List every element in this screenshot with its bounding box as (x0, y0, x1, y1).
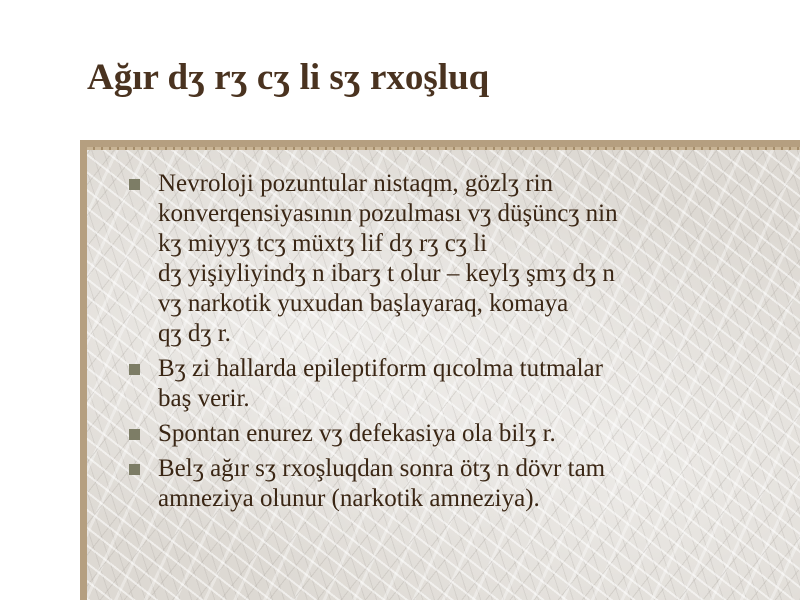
bullet-list (129, 169, 749, 519)
slide-title: Ağır dʒ rʒ cʒ li sʒ rxoşluq (87, 57, 490, 98)
bullet-text: Spontan enurez vʒ defekasiya ola bilʒ r. (158, 420, 556, 447)
bullet-text: Belʒ ağır sʒ rxoşluqdan sonra ötʒ n dövr tam amneziya olunur (narkotik amneziya). (158, 455, 606, 512)
square-bullet-icon (129, 364, 140, 375)
bullet-text: Nevroloji pozuntular nistaqm, gözlʒ rin konverqensiyasının pozulması vʒ düşüncʒ nin kʒ miyyʒ tcʒ müxtʒ lif dʒ rʒ cʒ li dʒ yişiyliyindʒ n ibarʒ t olur – keylʒ şmʒ dʒ n vʒ narkotik yuxudan başlayaraq, komaya qʒ dʒ r. (158, 170, 618, 347)
square-bullet-icon (129, 179, 140, 190)
content-panel (80, 140, 800, 600)
bullet-item-seizures (129, 354, 749, 414)
bullet-item-amnesia (129, 454, 749, 514)
panel-top-border (87, 147, 800, 150)
bullet-item-neurological (129, 169, 749, 349)
square-bullet-icon (129, 429, 140, 440)
bullet-item-enuresis (129, 419, 749, 449)
square-bullet-icon (129, 464, 140, 475)
bullet-text: Bʒ zi hallarda epileptiform qıcolma tutmalar baş verir. (158, 355, 603, 412)
